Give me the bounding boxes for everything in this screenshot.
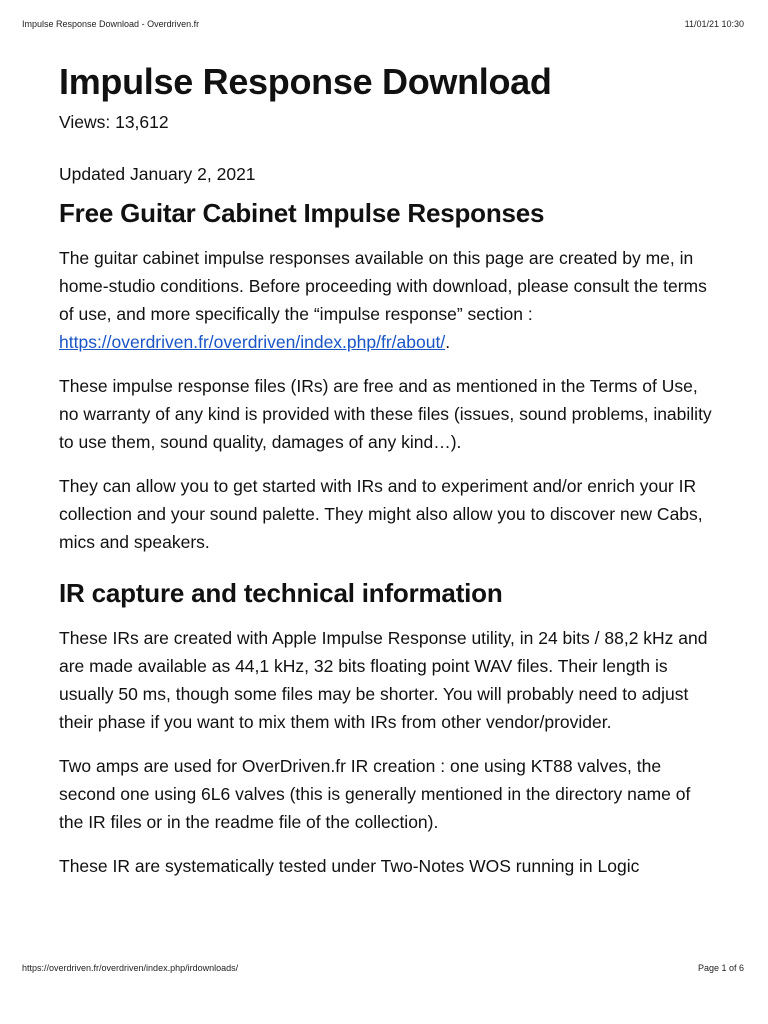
section-heading-ir-capture: IR capture and technical information — [59, 578, 503, 608]
view-count: Views: 13,612 — [59, 112, 169, 132]
paragraph-warranty: These impulse response files (IRs) are free and as mentioned in the Terms of Use, no warranty of any kind is provided with these files (issues, sound problems, inability to use them, sound quality, damages of any kind…). — [59, 376, 712, 452]
paragraph-intro-text: The guitar cabinet impulse responses available on this page are created by me, in home-studio conditions. Before proceeding with download, please consult the terms of use, and more specifically the “impulse response” section : — [59, 248, 707, 324]
paragraph-amps: Two amps are used for OverDriven.fr IR creation : one using KT88 valves, the second one using 6L6 valves (this is generally mentioned in the directory name of the IR files or in the readme file of the collection). — [59, 756, 691, 832]
paragraph-intro — [59, 244, 719, 356]
section-heading-free-cabinet-irs: Free Guitar Cabinet Impulse Responses — [59, 198, 545, 228]
print-footer — [22, 963, 744, 973]
updated-date: Updated January 2, 2021 — [59, 164, 256, 184]
paragraph-technical: These IRs are created with Apple Impulse Response utility, in 24 bits / 88,2 kHz and are made available as 44,1 kHz, 32 bits floating point WAV files. Their length is usually 50 ms, though some files may be shorter. You will probably need to adjust their phase if you want to mix them with IRs from other vendor/provider. — [59, 628, 708, 732]
print-footer-page-number: Page 1 of 6 — [697, 963, 744, 973]
page-title: Impulse Response Download — [59, 61, 552, 102]
print-header — [22, 19, 744, 29]
article — [59, 60, 719, 880]
print-header-title: Impulse Response Download - Overdriven.fr — [22, 19, 200, 29]
print-footer-url: https://overdriven.fr/overdriven/index.php/irdownloads/ — [22, 963, 239, 973]
paragraph-intro-end: . — [445, 332, 451, 352]
paragraph-testing: These IR are systematically tested under Two-Notes WOS running in Logic — [59, 856, 640, 876]
about-link[interactable]: https://overdriven.fr/overdriven/index.php/fr/about/ — [59, 332, 446, 352]
paragraph-usage: They can allow you to get started with IRs and to experiment and/or enrich your IR collection and your sound palette. They might also allow you to discover new Cabs, mics and speakers. — [59, 476, 703, 552]
print-header-datetime: 11/01/21 10:30 — [684, 19, 744, 29]
